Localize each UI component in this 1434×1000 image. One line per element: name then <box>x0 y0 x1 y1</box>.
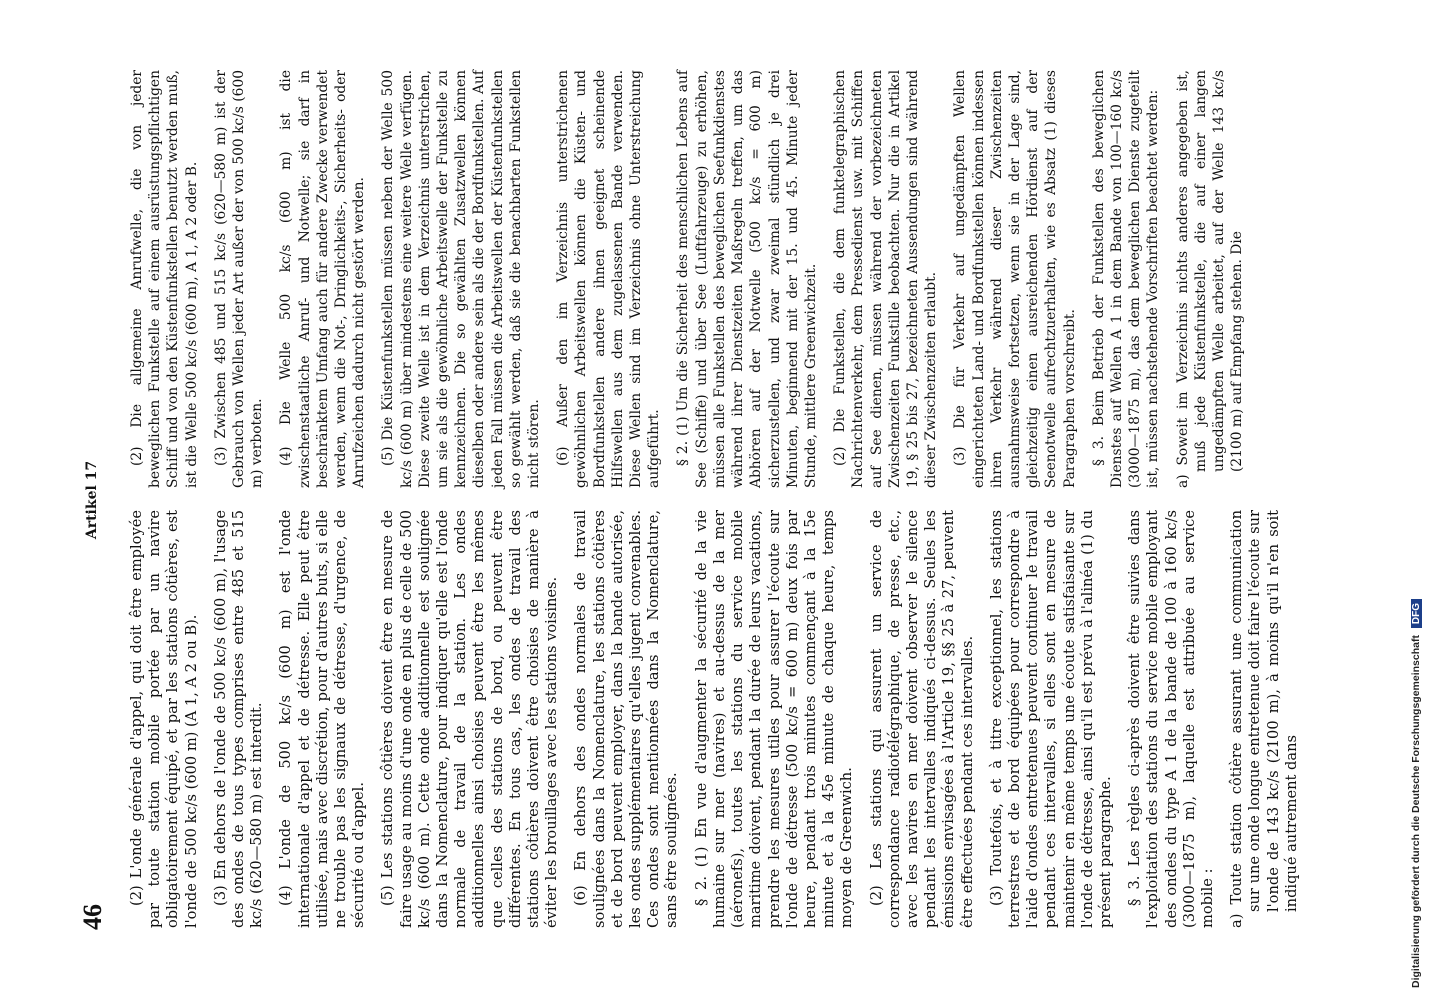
paragraph: (2) Die Funkstellen, die dem funktelegraphischen Nachrichtenverkehr, dem Pressedienst usw. mit Schiffen auf See dienen, müssen während der vorbezeichneten Zwischenzeiten Funkstille beobachten. Nur die in Artikel 19, § 25 bis 27, bezeichneten Aussendungen sind während dieser Zwischenzeiten erlaubt. <box>832 70 940 488</box>
paragraph: § 3. Beim Betrieb der Funkstellen des beweglichen Dienstes auf Wellen A 1 in dem Bande von 100—160 kc/s (3000—1875 m), das dem beweglichen Dienste zugeteilt ist, müssen nachstehende Vorschriften beachtet werden: <box>1090 70 1162 488</box>
french-column <box>128 510 1312 928</box>
list-item: a) Soweit im Verzeichnis nichts anderes angegeben ist, muß jede Küstenfunkstelle, die auf einer langen ungedämpften Welle arbeitet, auf der Welle 143 kc/s (2100 m) auf Empfang stehen. Die <box>1174 70 1246 488</box>
page-number: 46 <box>78 904 107 930</box>
paragraph: (6) En dehors des ondes normales de travail soulignées dans la Nomenclature, les stations côtières et de bord peuvent employer, dans la bande autorisée, les ondes supplémentaires qu'elles jugent convenables. Ces ondes sont mentionnées dans la Nomenclature, sans être soulignées. <box>572 510 681 928</box>
paragraph: (5) Les stations côtières doivent être en mesure de faire usage au moins d'une onde en plus de celle de 500 kc/s (600 m). Cette onde additionnelle est soulignée dans la Nomenclature, pour indiquer qu'elle est l'onde normale de travail de la station. Les ondes additionnelles ainsi choisies peuvent être les mêmes que celles des stations de bord, ou peuvent être différentes. En tous cas, les ondes de travail des stations côtières doivent être choisies de manière à éviter les brouillages avec les stations voisines. <box>379 510 561 928</box>
paragraph: (3) Zwischen 485 und 515 kc/s (620—580 m) ist der Gebrauch von Wellen jeder Art außer der von 500 kc/s (600 m) verboten. <box>212 70 266 488</box>
paragraph: (2) L'onde générale d'appel, qui doit être employée par toute station mobile portée par un navire obligatoirement équipé, et par les stations côtières, est l'onde de 500 kc/s (600 m) (A 1, A 2 ou B). <box>128 510 200 928</box>
paragraph: (2) Die allgemeine Anrufwelle, die von jeder beweglichen Funkstelle auf einem ausrüstungspflichtigen Schiff und von den Küstenfunkstellen benutzt werden muß, ist die Welle 500 kc/s (600 m), A 1, A 2 oder B. <box>129 70 200 488</box>
credit-text: Digitalisierung gefördert durch die Deutsche Forschungsgemeinschaft <box>1410 635 1422 988</box>
paragraph: (6) Außer den im Verzeichnis unterstrichenen gewöhnlichen Arbeitswellen können die Küsten- und Bordfunkstellen andere ihnen geeignet scheinende Hilfswellen aus dem zugelassenen Bande verwenden. Diese Wellen sind im Verzeichnis ohne Unterstreichung aufgeführt. <box>555 70 663 488</box>
paragraph: (5) Die Küstenfunkstellen müssen neben der Welle 500 kc/s (600 m) über mindestens eine weitere Welle verfügen. Diese zweite Welle ist in dem Verzeichnis unterstrichen, um sie als die gewöhnliche Arbeitswelle der Funkstelle zu kennzeichnen. Die so gewählten Zusatzwellen können dieselben oder andere sein als die der Bordfunkstellen. Auf jeden Fall müssen die Arbeitswellen der Küstenfunkstellen so gewählt werden, daß sie die benachbarten Funkstellen nicht stören. <box>380 70 543 488</box>
running-head: Artikel 17 <box>84 460 100 540</box>
credit-line <box>1410 8 1422 988</box>
paragraph: (4) L'onde de 500 kc/s (600 m) est l'onde internationale d'appel et de détresse. Elle peut être utilisée, mais avec discrétion, pour d'autres buts, si elle ne trouble pas les signaux de détresse, d'urgence, de sécurité ou d'appel. <box>277 510 368 928</box>
paragraph: (3) Die für Verkehr auf ungedämpften Wellen eingerichteten Land- und Bordfunkstellen können indessen ihren Verkehr während dieser Zwischenzeiten ausnahmsweise fortsetzen, wenn sie in der Lage sind, gleichzeitig einen ausreichenden Hördienst auf der Seenotwelle aufrechtzuerhalten, wie es Absatz (1) dieses Paragraphen vorschreibt. <box>952 70 1078 488</box>
dfg-logo: DFG <box>1411 599 1422 628</box>
paragraph: § 2. (1) En vue d'augmenter la sécurité de la vie humaine sur mer (navires) et au-dessus de la mer (aéronefs), toutes les stations du service mobile maritime doivent, pendant la durée de leurs vacations, prendre les mesures utiles pour assurer l'écoute sur l'onde de détresse (500 kc/s = 600 m) deux fois par heure, pendant trois minutes commençant à la 15e minute et à la 45e minute de chaque heure, temps moyen de Greenwich. <box>692 510 856 928</box>
digitization-credit <box>1410 8 1432 988</box>
paragraph: (2) Les stations qui assurent un service de correspondance radiotélégraphique, de presse, etc., avec les navires en mer doivent observer le silence pendant les intervalles indiqués ci-dessus. Seules les émissions envisagées à l'Article 19, §§ 25 à 27, peuvent être effectuées pendant ces intervalles. <box>867 510 976 928</box>
paragraph: (3) Toutefois, et à titre exceptionnel, les stations terrestres et de bord équipées pour correspondre à l'aide d'ondes entretenues peuvent continuer le travail pendant ces intervalles, si elles sont en mesure de maintenir en même temps une écoute satisfaisante sur l'onde de détresse, ainsi qu'il est prévu à l'alinéa (1) du présent paragraphe. <box>987 510 1114 928</box>
list-item: a) Toute station côtière assurant une communication sur une onde longue entretenue doit faire l'écoute sur l'onde de 143 kc/s (2100 m), à moins qu'il n'en soit indiqué autrement dans <box>1228 510 1300 928</box>
paragraph: (3) En dehors de l'onde de 500 kc/s (600 m), l'usage des ondes de tous types comprises entre 485 et 515 kc/s (620—580 m) est interdit. <box>211 510 266 928</box>
german-column <box>128 70 1257 488</box>
paragraph: § 3. Les règles ci-après doivent être suivies dans l'exploitation des stations du service mobile employant des ondes du type A 1 de la bande de 100 à 160 kc/s (3000—1875 m), laquelle est attribuée au service mobile : <box>1126 510 1216 928</box>
paragraph: § 2. (1) Um die Sicherheit des menschlichen Lebens auf See (Schiffe) und über See (Luftfahrzeuge) zu erhöhen, müssen alle Funkstellen des beweglichen Seefunkdienstes während ihrer Dienstzeiten Maßregeln treffen, um das Abhören auf der Notwelle (500 kc/s = 600 m) sicherzustellen, und zwar zweimal stündlich je drei Minuten, beginnend mit der 15. und 45. Minute jeder Stunde, mittlere Greenwichzeit. <box>675 70 819 488</box>
paragraph: (4) Die Welle 500 kc/s (600 m) ist die zwischenstaatliche Anruf- und Notwelle; sie darf in beschränktem Umfang auch für andere Zwecke verwendet werden, wenn die Not-, Dringlichkeits-, Sicherheits- oder Anrufzeichen dadurch nicht gestört werden. <box>278 70 368 488</box>
